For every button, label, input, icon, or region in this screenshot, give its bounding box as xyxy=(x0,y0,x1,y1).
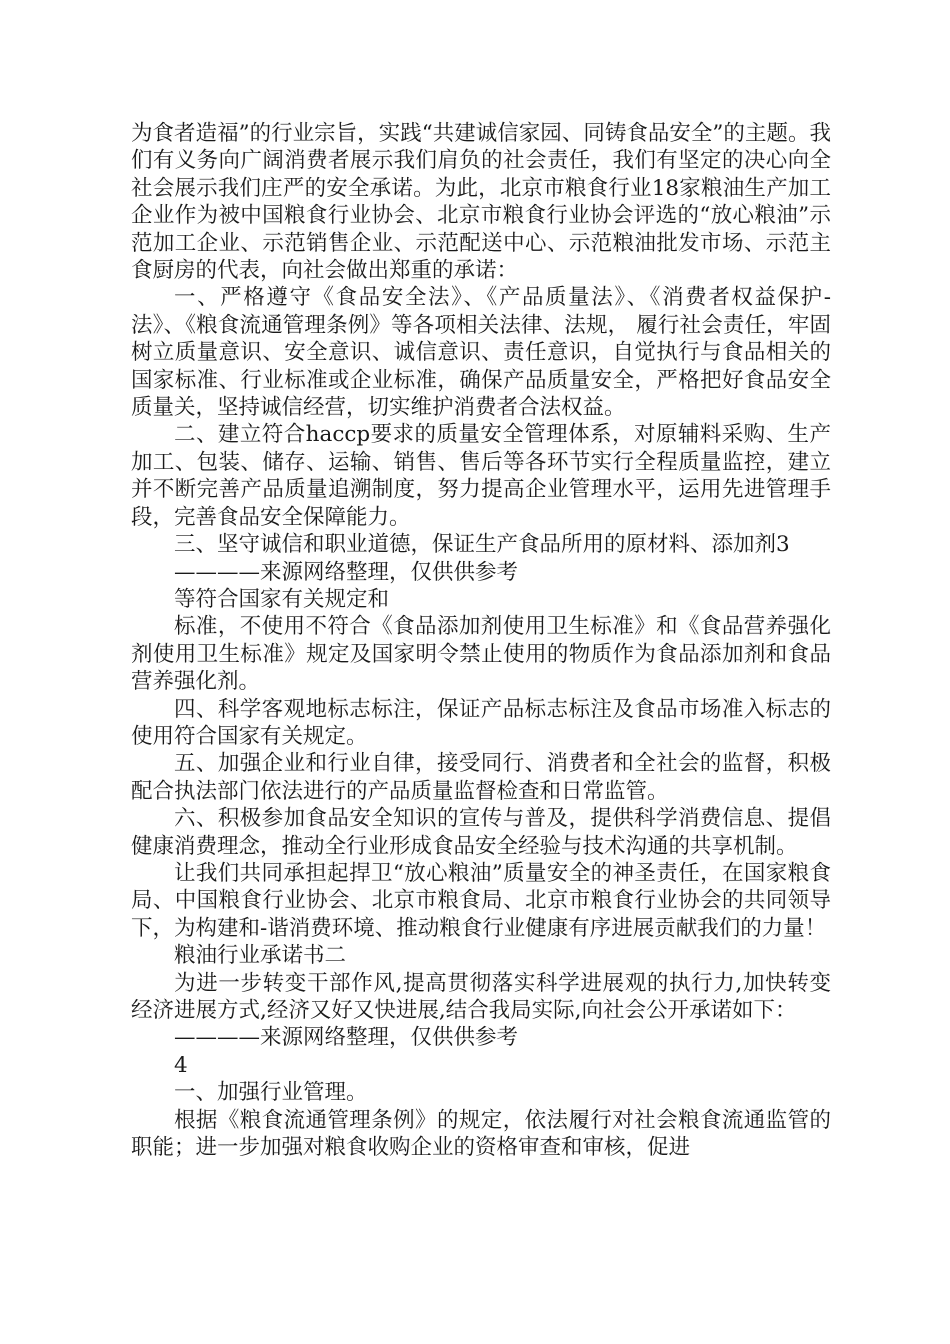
section-heading-1: 一、加强行业管理。 xyxy=(174,1080,368,1106)
source-note: ————来源网络整理，仅供供参考 xyxy=(174,1025,519,1051)
paragraph-section-1: 根据《粮食流通管理条例》的规定，依法履行对社会粮食流通监管的职能；进一步加强对粮食收购企业的资格审查和审核，促进 xyxy=(131,1107,831,1161)
paragraph-commitment-1: 一、严格遵守《食品安全法》、《产品质量法》、《消费者权益保护-法》、《粮食流通管理条例》等各项相关法律、法规， 履行社会责任，牢固树立质量意识、安全意识、诚信意识、责任意识，自觉执行与食品相关的国家标准、行业标准或企业标准，确保产品质量安全，严格把好食品安全质量关，坚持诚信经营，切实维护消费者合法权益。 xyxy=(131,285,831,421)
paragraph-commitment-5: 五、加强企业和行业自律，接受同行、消费者和全社会的监督，积极配合执法部门依法进行的产品质量监督检查和日常监管。 xyxy=(131,751,831,804)
paragraph-intro-2: 为进一步转变干部作风,提高贯彻落实科学进展观的执行力,加快转变经济进展方式,经济又好又快进展,结合我局实际,向社会公开承诺如下： xyxy=(131,970,831,1023)
paragraph-commitment-3-continued: 等符合国家有关规定和 xyxy=(174,586,390,612)
paragraph-commitment-4: 四、科学客观地标志标注，保证产品标志标注及食品市场准入标志的使用符合国家有关规定。 xyxy=(131,696,831,749)
paragraph-commitment-2: 二、建立符合haccp要求的质量安全管理体系，对原辅料采购、生产加工、包装、储存、运输、销售、售后等各环节实行全程质量监控，建立并不断完善产品质量追溯制度，努力提高企业管理水平，运用先进管理手段，完善食品安全保障能力。 xyxy=(131,422,831,530)
document-body xyxy=(131,120,831,1161)
paragraph-intro: 为食者造福”的行业宗旨，实践“共建诚信家园、同铸食品安全”的主题。我们有义务向广阔消费者展示我们肩负的社会责任，我们有坚定的决心向全社会展示我们庄严的安全承诺。为此，北京市粮食行业18家粮油生产加工企业作为被中国粮食行业协会、北京市粮食行业协会评选的“放心粮油”示范加工企业、示范销售企业、示范配送中心、示范粮油批发市场、示范主食厨房的代表，向社会做出郑重的承诺： xyxy=(131,121,831,284)
page-number: 4 xyxy=(174,1052,188,1078)
source-note: ————来源网络整理，仅供供参考 xyxy=(174,559,519,585)
section-title-2: 粮油行业承诺书二 xyxy=(174,943,347,969)
paragraph-commitment-3-end: 标准，不使用不符合《食品添加剂使用卫生标准》和《食品营养强化剂使用卫生标准》规定及国家明令禁止使用的物质作为食品添加剂和食品营养强化剂。 xyxy=(131,614,831,695)
paragraph-commitment-3-start: 三、坚守诚信和职业道德，保证生产食品所用的原材料、添加剂3 xyxy=(174,532,790,558)
paragraph-closing: 让我们共同承担起捍卫“放心粮油”质量安全的神圣责任，在国家粮食局、中国粮食行业协会、北京市粮食局、北京市粮食行业协会的共同领导下，为构建和-谐消费环境、推动粮食行业健康有序进展贡献我们的力量！ xyxy=(131,860,831,941)
paragraph-commitment-6: 六、积极参加食品安全知识的宣传与普及，提供科学消费信息、提倡健康消费理念，推动全行业形成食品安全经验与技术沟通的共享机制。 xyxy=(131,806,831,859)
